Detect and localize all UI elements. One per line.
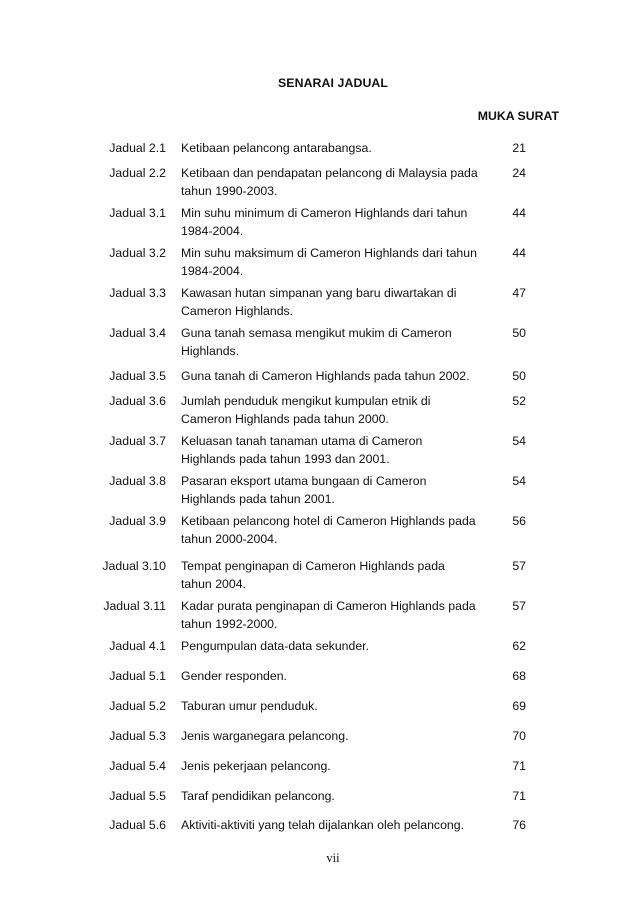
- table-label: Jadual 5.3: [109, 729, 166, 743]
- description-line: Highlands.: [181, 343, 240, 358]
- table-description: [181, 368, 471, 386]
- page-number: vii: [326, 851, 340, 865]
- table-description: [181, 140, 471, 158]
- table-description: [181, 513, 476, 548]
- table-label: Jadual 3.8: [109, 474, 166, 488]
- page-number-ref: 56: [512, 514, 526, 528]
- table-label: Jadual 3.2: [109, 246, 166, 260]
- description-line: Taburan umur penduduk.: [181, 699, 318, 713]
- description-line: Tempat penginapan di Cameron Highlands pada: [181, 559, 445, 573]
- table-label: Jadual 5.2: [109, 699, 166, 713]
- description-line: Keluasan tanah tanaman utama di Cameron: [181, 434, 423, 448]
- description-line: Ketibaan pelancong hotel di Cameron Highlands pada: [181, 514, 476, 528]
- description-line: Ketibaan dan pendapatan pelancong di Malaysia pada: [181, 166, 478, 180]
- page-number-ref: 21: [512, 141, 526, 155]
- table-label: Jadual 3.11: [103, 599, 166, 613]
- description-line: tahun 1992-2000.: [181, 616, 278, 631]
- table-description: [181, 668, 471, 686]
- page-number-ref: 44: [512, 246, 526, 260]
- page-number-ref: 50: [512, 369, 526, 383]
- table-label: Jadual 3.3: [109, 286, 166, 300]
- description-line: Pasaran eksport utama bungaan di Cameron: [181, 474, 427, 488]
- page-number-ref: 70: [512, 729, 526, 743]
- description-line: Kadar purata penginapan di Cameron Highlands pada: [181, 599, 476, 613]
- description-line: Gender responden.: [181, 669, 287, 683]
- description-line: Aktiviti-aktiviti yang telah dijalankan oleh pelancong.: [181, 818, 464, 832]
- description-line: Cameron Highlands.: [181, 303, 294, 318]
- description-line: Pengumpulan data-data sekunder.: [181, 639, 370, 653]
- table-description: [181, 558, 471, 593]
- page-number-ref: 47: [512, 286, 526, 300]
- table-label: Jadual 3.4: [109, 326, 166, 340]
- page-number-ref: 62: [512, 639, 526, 653]
- description-line: Jenis pekerjaan pelancong.: [181, 759, 331, 773]
- page-number-ref: 68: [512, 669, 526, 683]
- description-line: Guna tanah semasa mengikut mukim di Cameron: [181, 326, 452, 340]
- table-label: Jadual 2.2: [109, 166, 166, 180]
- table-description: [181, 433, 471, 468]
- description-line: 1984-2004.: [181, 223, 244, 238]
- table-label: Jadual 5.1: [109, 669, 166, 683]
- description-line: Jenis warganegara pelancong.: [181, 729, 349, 743]
- table-label: Jadual 3.9: [109, 514, 166, 528]
- table-description: [181, 758, 471, 776]
- table-description: [181, 788, 471, 806]
- description-line: tahun 2000-2004.: [181, 531, 278, 546]
- description-line: Ketibaan pelancong antarabangsa.: [181, 141, 372, 155]
- page-number-ref: 69: [512, 699, 526, 713]
- description-line: Min suhu minimum di Cameron Highlands dari tahun: [181, 206, 468, 220]
- description-line: 1984-2004.: [181, 263, 244, 278]
- description-line: Kawasan hutan simpanan yang baru diwartakan di: [181, 286, 457, 300]
- description-line: Highlands pada tahun 2001.: [181, 491, 335, 506]
- page-title: SENARAI JADUAL: [277, 76, 389, 90]
- table-description: [181, 393, 471, 428]
- table-label: Jadual 4.1: [109, 639, 166, 653]
- description-line: Taraf pendidikan pelancong.: [181, 789, 335, 803]
- table-description: [181, 817, 471, 835]
- table-description: [181, 245, 477, 280]
- description-line: tahun 1990-2003.: [181, 183, 278, 198]
- page-number-ref: 57: [512, 559, 526, 573]
- table-label: Jadual 5.6: [109, 818, 166, 832]
- page-number-ref: 44: [512, 206, 526, 220]
- table-description: [181, 598, 476, 633]
- table-description: [181, 205, 471, 240]
- table-label: Jadual 3.7: [109, 434, 166, 448]
- table-label: Jadual 5.4: [109, 759, 166, 773]
- description-line: tahun 2004.: [181, 576, 246, 591]
- page-number-ref: 54: [512, 474, 526, 488]
- table-description: [181, 638, 471, 656]
- table-description: [181, 165, 478, 200]
- description-line: Highlands pada tahun 1993 dan 2001.: [181, 451, 390, 466]
- table-label: Jadual 2.1: [109, 141, 166, 155]
- description-line: Cameron Highlands pada tahun 2000.: [181, 411, 389, 426]
- table-label: Jadual 3.6: [109, 394, 166, 408]
- table-description: [181, 728, 471, 746]
- table-description: [181, 473, 471, 508]
- page-number-ref: 50: [512, 326, 526, 340]
- table-label: Jadual 3.1: [109, 206, 166, 220]
- table-label: Jadual 5.5: [109, 789, 166, 803]
- page-number-ref: 71: [512, 759, 526, 773]
- page-number-ref: 52: [512, 394, 526, 408]
- table-description: [181, 698, 471, 716]
- page-number-ref: 57: [512, 599, 526, 613]
- description-line: Min suhu maksimum di Cameron Highlands dari tahun: [181, 246, 477, 260]
- page-number-ref: 24: [512, 166, 526, 180]
- table-label: Jadual 3.5: [109, 369, 166, 383]
- table-description: [181, 325, 471, 360]
- page-number-ref: 71: [512, 789, 526, 803]
- page-column-header: MUKA SURAT: [477, 109, 559, 123]
- page-number-ref: 76: [512, 818, 526, 832]
- table-label: Jadual 3.10: [102, 559, 166, 573]
- table-description: [181, 285, 471, 320]
- table-list: [0, 140, 638, 840]
- page-number-ref: 54: [512, 434, 526, 448]
- description-line: Jumlah penduduk mengikut kumpulan etnik di: [181, 394, 431, 408]
- description-line: Guna tanah di Cameron Highlands pada tahun 2002.: [181, 369, 470, 383]
